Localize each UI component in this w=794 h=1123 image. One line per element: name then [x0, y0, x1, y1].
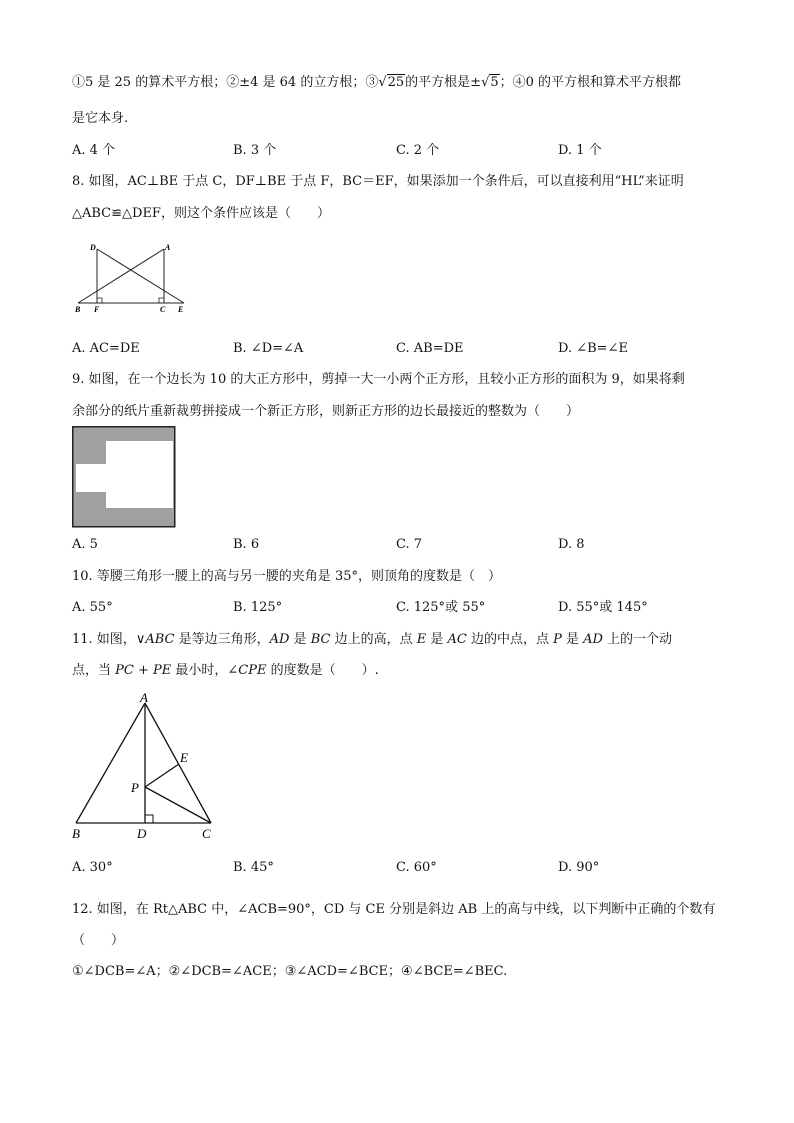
q11-math: BC: [310, 632, 331, 647]
q8-label-C: C: [160, 305, 166, 314]
q10-option-b[interactable]: B. 125°: [233, 600, 283, 615]
q11-label-E: E: [180, 750, 188, 765]
q8-right-angle-C: [159, 298, 164, 303]
q8-label-E: E: [178, 305, 184, 314]
q11-figure: [70, 692, 220, 842]
q9-cut-small-square: [76, 464, 106, 492]
q12-statement-line-1: 12. 如图，在 Rt△ABC 中，∠ACB=90°，CD 与 CE 分别是斜边 AB 上的高与中线，以下判断中正确的个数有: [72, 902, 716, 917]
q11-label-C: C: [202, 826, 211, 841]
q11-text: 是: [426, 632, 448, 647]
q11-option-b[interactable]: B. 45°: [233, 860, 274, 875]
q7-text-part-2: 的平方根是±: [405, 75, 482, 90]
q9-statement-line-2: 余部分的纸片重新裁剪拼接成一个新正方形，则新正方形的边长最接近的整数为（ ）: [72, 404, 580, 419]
q10-option-d[interactable]: D. 55°或 145°: [558, 600, 648, 615]
q8-option-b[interactable]: B. ∠D=∠A: [233, 341, 304, 356]
q7-text-part-1: ①5 是 25 的算术平方根；②±4 是 64 的立方根；③: [72, 75, 379, 90]
q11-triangle-symbol: ∨: [135, 632, 146, 647]
q11-math: P: [553, 632, 562, 647]
q10-option-c[interactable]: C. 125°或 55°: [396, 600, 486, 615]
q11-option-d[interactable]: D. 90°: [558, 860, 600, 875]
q11-math: AC: [447, 632, 467, 647]
q8-label-F: F: [94, 305, 100, 314]
q11-statement-line-2: [72, 662, 379, 680]
q9-cut-large-square: [106, 441, 173, 508]
q11-math: ABC: [145, 632, 175, 647]
q11-statement-line-1: [72, 631, 672, 649]
q11-option-a[interactable]: A. 30°: [72, 860, 113, 875]
q11-segment-PE: [145, 764, 179, 787]
q8-line-AB: [78, 249, 164, 303]
q11-text: 最小时，∠: [171, 663, 239, 678]
q12-statement-line-3: ①∠DCB=∠A；②∠DCB=∠ACE；③∠ACD=∠BCE；④∠BCE=∠BEC.: [72, 964, 508, 979]
q11-option-c[interactable]: C. 60°: [396, 860, 437, 875]
q7-option-b[interactable]: B. 3 个: [233, 143, 277, 158]
q8-label-D: D: [90, 243, 96, 252]
q9-option-a[interactable]: A. 5: [72, 537, 98, 552]
q11-text: 上的一个动: [602, 632, 673, 647]
q11-math: PC: [115, 663, 134, 678]
q11-text: 点，当: [72, 663, 116, 678]
q11-text: +: [133, 663, 154, 678]
q7-option-c[interactable]: C. 2 个: [396, 143, 440, 158]
q8-line-DE: [97, 249, 184, 303]
q11-math: CPE: [238, 663, 267, 678]
q7-option-d[interactable]: D. 1 个: [558, 143, 602, 158]
q11-text: 边上的高，点: [330, 632, 417, 647]
q7-text-part-3: ；④0 的平方根和算术平方根都: [499, 75, 682, 90]
q9-figure: [72, 426, 176, 528]
q11-text: 是: [289, 632, 311, 647]
q11-label-D: D: [137, 826, 147, 841]
q11-math: AD: [269, 632, 290, 647]
q8-right-angle-F: [97, 298, 102, 303]
q8-option-a[interactable]: A. AC=DE: [72, 341, 140, 356]
q11-text: 的度数是（ ）.: [266, 663, 379, 678]
q12-statement-line-2: （ ）: [72, 933, 125, 948]
q9-option-b[interactable]: B. 6: [233, 537, 260, 552]
q10-statement: 10. 等腰三角形一腰上的高与另一腰的夹角是 35°，则顶角的度数是（ ）: [72, 569, 501, 584]
q11-right-angle-D: [145, 815, 153, 823]
q7-statement-line-1: [72, 74, 681, 92]
sqrt-5-expression: √5: [481, 75, 499, 90]
q7-statement-line-2: 是它本身.: [72, 111, 129, 126]
q11-label-B: B: [72, 826, 80, 841]
q11-math: E: [416, 632, 427, 647]
q8-option-c[interactable]: C. AB=DE: [396, 341, 464, 356]
q11-text: 11. 如图，: [72, 632, 136, 647]
q11-side-AB: [76, 703, 145, 823]
q11-label-A: A: [140, 692, 148, 705]
q8-statement-line-2: △ABC≌△DEF，则这个条件应该是（ ）: [72, 206, 330, 221]
q8-figure: [72, 240, 192, 314]
q11-math: AD: [583, 632, 603, 647]
q9-option-c[interactable]: C. 7: [396, 537, 423, 552]
sqrt-25-expression: √25: [378, 75, 405, 90]
q9-statement-line-1: 9. 如图，在一个边长为 10 的大正方形中，剪掉一大一小两个正方形，且较小正方形的面积为 9，如果将剩: [72, 372, 685, 387]
q8-label-A: A: [165, 243, 171, 252]
q8-statement-line-1: 8. 如图，AC⊥BE 于点 C，DF⊥BE 于点 F，BC＝EF，如果添加一个条件后，可以直接利用“HL”来证明: [72, 174, 684, 189]
q11-text: 是: [561, 632, 584, 647]
q8-option-d[interactable]: D. ∠B=∠E: [558, 341, 628, 356]
q10-option-a[interactable]: A. 55°: [72, 600, 113, 615]
q9-option-d[interactable]: D. 8: [558, 537, 585, 552]
q11-text: 是等边三角形，: [174, 632, 270, 647]
q7-option-a[interactable]: A. 4 个: [72, 143, 116, 158]
q11-math: PE: [153, 663, 172, 678]
q11-label-P: P: [131, 780, 139, 795]
q11-text: 边的中点，点: [466, 632, 554, 647]
q8-label-B: B: [75, 305, 81, 314]
